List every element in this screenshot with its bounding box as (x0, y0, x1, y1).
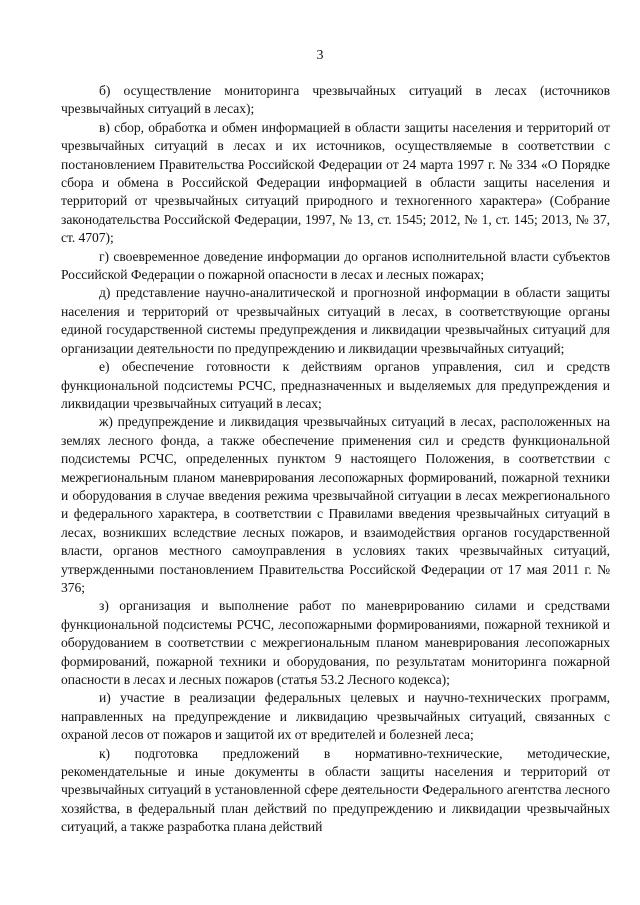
paragraph-k: к) подготовка предложений в нормативно-технические, методические, рекомендательные и иные документы в области защиты населения и территорий от чрезвычайных ситуаций в установленной сфере деятельности Федерального агентства лесного хозяйства, в федеральный план действий по предупреждению и ликвидации чрезвычайных ситуаций, а также разработка плана действий (61, 745, 610, 835)
page-number: 3 (316, 48, 324, 63)
paragraph-v: в) сбор, обработка и обмен информацией в области защиты населения и территорий от чрезвычайных ситуаций в лесах и их источников, осуществляемые в соответствии с постановлением Правительства Российской Федерации от 24 марта 1997 г. № 334 «О Порядке сбора и обмена в Российской Федерации информацией в области защиты населения и территорий от чрезвычайных ситуаций природного и техногенного характера» (Собрание законодательства Российской Федерации, 1997, № 13, ст. 1545; 2012, № 1, ст. 145; 2013, № 37, ст. 4707); (61, 119, 610, 246)
paragraph-b: б) осуществление мониторинга чрезвычайных ситуаций в лесах (источников чрезвычайных ситуаций в лесах); (61, 83, 610, 117)
document-body (61, 82, 610, 837)
paragraph-d: д) представление научно-аналитической и прогнозной информации в области защиты населения и территорий от чрезвычайных ситуаций в лесах, в соответствующие органы единой государственной системы предупреждения и ликвидации чрезвычайных ситуаций для организации деятельности по предупреждению и ликвидации чрезвычайных ситуаций; (61, 285, 610, 356)
paragraph-i: и) участие в реализации федеральных целевых и научно-технических программ, направленных на предупреждение и ликвидацию чрезвычайных ситуаций, связанных с охраной лесов от пожаров и защитой их от вредителей и болезней леса; (61, 690, 610, 743)
paragraph-zh: ж) предупреждение и ликвидация чрезвычайных ситуаций в лесах, расположенных на землях лесного фонда, а также обеспечение применения сил и средств функциональной подсистемы РСЧС, определенных пунктом 9 настоящего Положения, в соответствии с межрегиональным планом маневрирования лесопожарных формирований, пожарной техники и оборудования в случае введения режима чрезвычайной ситуации в лесах межрегионального и федерального характера, в соответствии с Правилами введения чрезвычайных ситуаций в лесах, возникших вследствие лесных пожаров, и взаимодействия органов государственной власти, органов местного самоуправления в условиях таких чрезвычайных ситуаций, утвержденными постановлением Правительства Российской Федерации от 17 мая 2011 г. № 376; (61, 414, 610, 595)
paragraph-e: е) обеспечение готовности к действиям органов управления, сил и средств функциональной подсистемы РСЧС, предназначенных и выделяемых для предупреждения и ликвидации чрезвычайных ситуаций в лесах; (61, 359, 610, 411)
paragraph-z: з) организация и выполнение работ по маневрированию силами и средствами функциональной подсистемы РСЧС, лесопожарными формированиями, пожарной техникой и оборудованием в соответствии с межрегиональным планом маневрирования лесопожарных формирований, пожарной техники и оборудования, по результатам мониторинга пожарной опасности в лесах и лесных пожаров (статья 53.2 Лесного кодекса); (61, 598, 610, 687)
paragraph-g: г) своевременное доведение информации до органов исполнительной власти субъектов Российской Федерации о пожарной опасности в лесах и лесных пожарах; (61, 248, 610, 283)
